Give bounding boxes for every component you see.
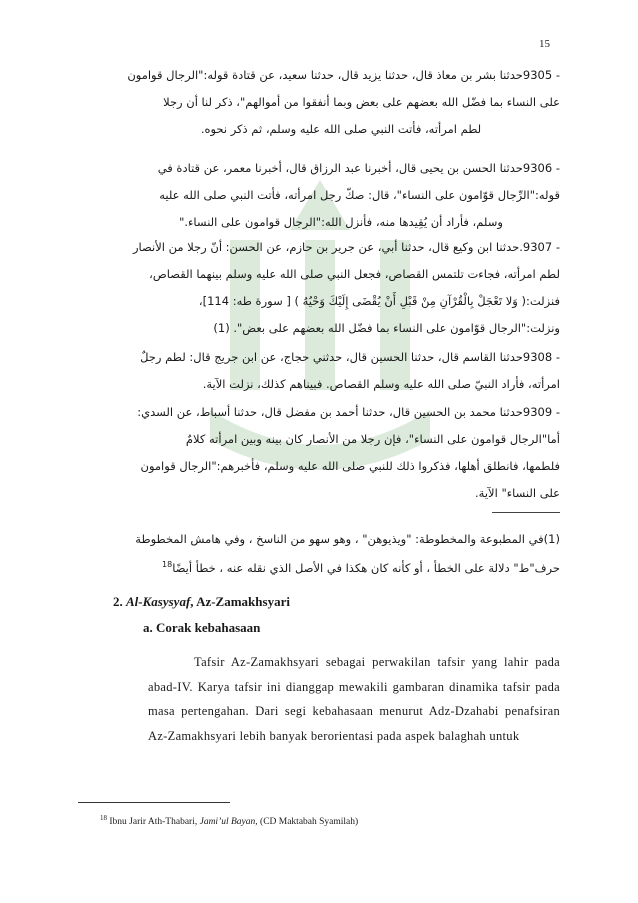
hadith-line: - 9305حدثنا بشر بن معاذ قال، حدثنا يزيد قال، حدثنا سعيد، عن قتادة قوله:"الرجال قوامون: [127, 68, 560, 82]
hadith-line: لطم امرأته، فجاءت تلتمس القصاص، فجعل النبي صلى الله عليه وسلم بينهما القصاص،: [149, 267, 560, 281]
hadith-line: امرأته، فأراد النبيّ صلى الله عليه وسلم القصاص. فبيناهم كذلك، نزلت الآية.: [202, 377, 560, 391]
hadith-line: على النساء بما فضّل الله بعضهم على بعض وبما أنفقوا من أموالهم"، ذكر لنا أن رجلا: [163, 95, 560, 109]
section-number: 2.: [113, 594, 123, 609]
section-heading: [113, 594, 290, 610]
hadith-line: وسلم، فأراد أن يُقِيدها منه، فأنزل الله:"الرجال قوامون على النساء.": [179, 215, 503, 229]
subsection-letter: a.: [143, 620, 153, 635]
hadith-9309: [122, 399, 560, 507]
footnote-number: 18: [100, 814, 107, 822]
body-text: [148, 650, 560, 748]
hadith-9305: [122, 62, 560, 143]
subsection-heading: [143, 620, 260, 636]
footnote-separator: [78, 802, 230, 803]
arabic-footnote: [120, 527, 560, 581]
hadith-line: - 9306حدثنا الحسن بن يحيى قال، أخبرنا عبد الرزاق قال، أخبرنا معمر، عن قتادة في: [157, 161, 560, 175]
section-title-rest: , Az-Zamakhsyari: [190, 594, 290, 609]
footnote: [100, 814, 358, 827]
subsection-title: Corak kebahasaan: [156, 620, 261, 635]
footnote-text-before: Ibnu Jarir Ath-Thabari,: [109, 817, 200, 828]
footnote-text-after: (CD Maktabah Syamilah): [257, 817, 359, 828]
paragraph: Tafsir Az-Zamakhsyari sebagai perwakilan tafsir yang lahir pada abad-IV. Karya tafsir ini dianggap mewakili gambaran dinamika tafsir pada masa pertengahan. Dari segi kebahasaan menurut Adz-Dzahabi penafsiran Az-Zamakhsyari lebih banyak berorientasi pada aspek balaghah untuk: [148, 655, 560, 743]
footnote-reference: 18: [162, 560, 173, 569]
arabic-footnote-separator: [492, 512, 560, 513]
page-number: 15: [539, 38, 550, 50]
hadith-line: لطم امرأته، فأتت النبي صلى الله عليه وسلم، ثم ذكر نحوه.: [200, 122, 482, 136]
hadith-line: ونزلت:"الرجال قوّامون على النساء بما فضّل الله بعضهم على بعض". (1): [213, 321, 560, 335]
hadith-9308: [122, 344, 560, 398]
hadith-line: على النساء" الآية.: [475, 486, 560, 500]
arabic-footnote-line: (1)في المطبوعة والمخطوطة: "ويذيوهن" ، وهو سهو من الناسخ ، وفي هامش المخطوطة: [135, 532, 560, 546]
section-title-italic: Al-Kasysyaf: [126, 594, 191, 609]
hadith-line: فنزلت:( وَلا تَعْجَلْ بِالْقُرْآنِ مِنْ قَبْلِ أَنْ يُقْضَى إِلَيْكَ وَحْيُهُ ) [ سورة طه: 114]،: [198, 294, 560, 308]
hadith-line: - 9308حدثنا القاسم قال، حدثنا الحسين قال، حدثني حجاج، عن ابن جريج قال: لطم رجلٌ: [140, 350, 560, 364]
footnote-book-title: Jami’ul Bayan,: [199, 817, 258, 828]
hadith-line: فلطمها، فانطلق أهلها، فذكروا ذلك للنبي صلى الله عليه وسلم، فأخبرهم:"الرجال قوامون: [140, 459, 560, 473]
hadith-line: - 9309حدثنا محمد بن الحسين قال، حدثنا أحمد بن مفضل قال، حدثنا أسباط، عن السدي:: [137, 405, 560, 419]
arabic-footnote-line-2: [120, 552, 560, 581]
hadith-9306: [122, 155, 560, 236]
hadith-line: - 9307.حدثنا ابن وكيع قال، حدثنا أبي، عن جرير بن حازم، عن الحسن: أنّ رجلا من الأنصار: [132, 240, 560, 254]
hadith-9307: [122, 234, 560, 342]
hadith-line: أما"الرجال قوامون على النساء"، فإن رجلا من الأنصار كان بينه وبين امرأته كلامٌ: [185, 432, 560, 446]
hadith-line: قوله:"الرِّجال قوّامون على النساء"، قال: صكّ رجل امرأته، فأتت النبي صلى الله عليه: [159, 188, 560, 202]
arabic-footnote-text: حرف"ط" دلالة على الخطأ ، أو كأنه كان هكذا في الأصل الذي نقله عنه ، خطأ أيضًا: [172, 560, 560, 575]
